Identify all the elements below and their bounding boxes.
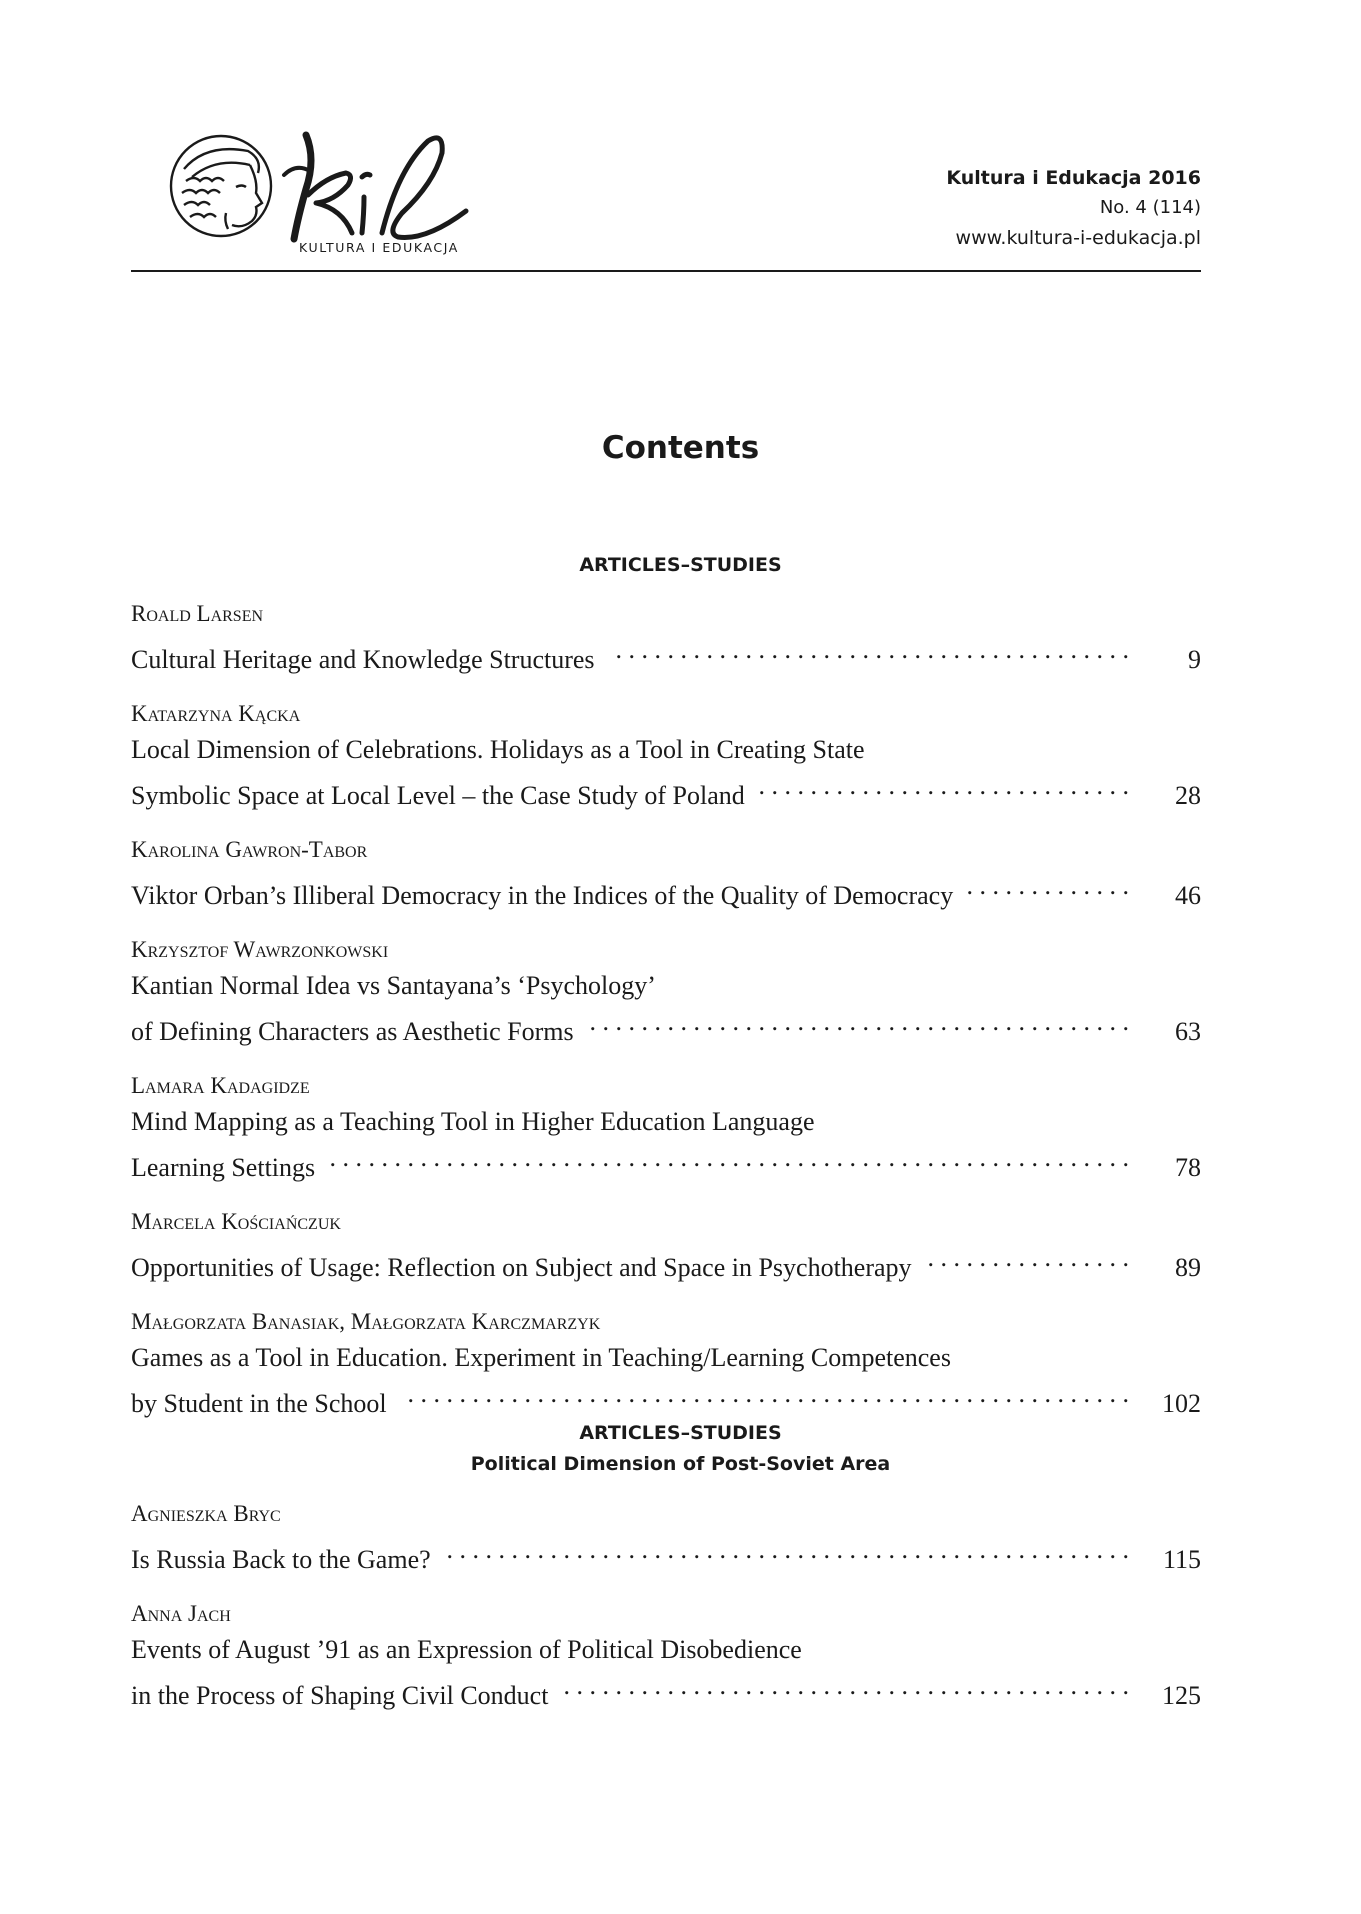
entry-page-number: 63 bbox=[1175, 1017, 1201, 1046]
section-heading: ARTICLES–STUDIES bbox=[579, 554, 782, 576]
entry-author: Krzysztof Wawrzonkowski bbox=[131, 937, 389, 962]
entry-title-line bbox=[131, 632, 1201, 678]
entry-author: Roald Larsen bbox=[131, 601, 264, 626]
dot-leader bbox=[562, 1668, 1129, 1704]
page-header bbox=[131, 125, 1201, 273]
dot-leader bbox=[759, 768, 1129, 804]
dot-leader bbox=[967, 868, 1129, 904]
dot-leader bbox=[401, 1376, 1129, 1412]
entry-title: Events of August ’91 as an Expression of Political Disobedience bbox=[131, 1635, 802, 1664]
entry-page-number: 89 bbox=[1175, 1253, 1201, 1282]
entry-page-number: 125 bbox=[1162, 1681, 1201, 1710]
entry-author: Katarzyna Kącka bbox=[131, 701, 301, 726]
header-divider bbox=[131, 270, 1201, 272]
dot-leader bbox=[329, 1140, 1129, 1176]
entry-author: Anna Jach bbox=[131, 1601, 231, 1626]
entry-title-line bbox=[131, 1532, 1201, 1578]
entry-page-number: 46 bbox=[1175, 881, 1201, 910]
dot-leader bbox=[588, 1004, 1129, 1040]
journal-info bbox=[946, 163, 1201, 253]
entry-page-number: 115 bbox=[1162, 1545, 1201, 1574]
entry-title: Is Russia Back to the Game? bbox=[131, 1545, 431, 1574]
entry-author: Lamara Kadagidze bbox=[131, 1073, 310, 1098]
entry-title-line bbox=[131, 1004, 1201, 1050]
entry-author: Karolina Gawron-Tabor bbox=[131, 837, 368, 862]
dot-leader bbox=[609, 632, 1129, 668]
journal-url[interactable]: www.kultura-i-edukacja.pl bbox=[955, 227, 1201, 249]
toc-entry[interactable] bbox=[131, 1595, 1201, 1714]
entry-title: Learning Settings bbox=[131, 1153, 316, 1182]
entry-title: Local Dimension of Celebrations. Holidays as a Tool in Creating State bbox=[131, 735, 865, 764]
toc-list bbox=[131, 1495, 1201, 1731]
toc-entry[interactable] bbox=[131, 1303, 1201, 1422]
toc-entry[interactable] bbox=[131, 1495, 1201, 1578]
head-profile-icon bbox=[171, 136, 271, 236]
entry-page-number: 102 bbox=[1162, 1389, 1201, 1418]
entry-title: Games as a Tool in Education. Experiment in Teaching/Learning Competences bbox=[131, 1343, 951, 1372]
entry-title-line bbox=[131, 768, 1201, 814]
entry-page-number: 78 bbox=[1175, 1153, 1201, 1182]
entry-title: by Student in the School bbox=[131, 1389, 387, 1418]
entry-title: Symbolic Space at Local Level – the Case Study of Poland bbox=[131, 781, 745, 810]
entry-author: Małgorzata Banasiak, Małgorzata Karczmarzyk bbox=[131, 1309, 601, 1334]
entry-title-line bbox=[131, 1240, 1201, 1286]
entry-title: in the Process of Shaping Civil Conduct bbox=[131, 1681, 549, 1710]
entry-title-line bbox=[131, 868, 1201, 914]
entry-author: Marcela Kościańczuk bbox=[131, 1209, 341, 1234]
entry-title: Mind Mapping as a Teaching Tool in Higher Education Language bbox=[131, 1107, 815, 1136]
toc-list bbox=[131, 595, 1201, 1439]
entry-author: Agnieszka Bryc bbox=[131, 1501, 281, 1526]
entry-title-line bbox=[131, 1668, 1201, 1714]
logo-caption: KULTURA I EDUKACJA bbox=[299, 240, 459, 255]
toc-entry[interactable] bbox=[131, 595, 1201, 678]
kie-script-mark bbox=[284, 135, 466, 239]
entry-title: Cultural Heritage and Knowledge Structures bbox=[131, 645, 595, 674]
dot-leader bbox=[926, 1240, 1129, 1276]
section-subheading: Political Dimension of Post-Soviet Area bbox=[470, 1453, 891, 1475]
entry-page-number: 28 bbox=[1175, 781, 1201, 810]
journal-title: Kultura i Edukacja 2016 bbox=[946, 167, 1201, 189]
page-title: Contents bbox=[601, 430, 760, 466]
journal-issue: No. 4 (114) bbox=[1099, 197, 1201, 218]
entry-title: Opportunities of Usage: Reflection on Subject and Space in Psychotherapy bbox=[131, 1253, 912, 1282]
section-heading: ARTICLES–STUDIES bbox=[579, 1422, 782, 1444]
toc-entry[interactable] bbox=[131, 831, 1201, 914]
entry-title: of Defining Characters as Aesthetic Forms bbox=[131, 1017, 574, 1046]
toc-entry[interactable] bbox=[131, 695, 1201, 814]
dot-leader bbox=[445, 1532, 1129, 1568]
entry-title: Kantian Normal Idea vs Santayana’s ‘Psychology’ bbox=[131, 971, 656, 1000]
toc-entry[interactable] bbox=[131, 1203, 1201, 1286]
toc-entry[interactable] bbox=[131, 1067, 1201, 1186]
entry-page-number: 9 bbox=[1188, 645, 1201, 674]
entry-title: Viktor Orban’s Illiberal Democracy in the Indices of the Quality of Democracy bbox=[131, 881, 954, 910]
entry-title-line bbox=[131, 1376, 1201, 1422]
toc-entry[interactable] bbox=[131, 931, 1201, 1050]
entry-title-line bbox=[131, 1140, 1201, 1186]
